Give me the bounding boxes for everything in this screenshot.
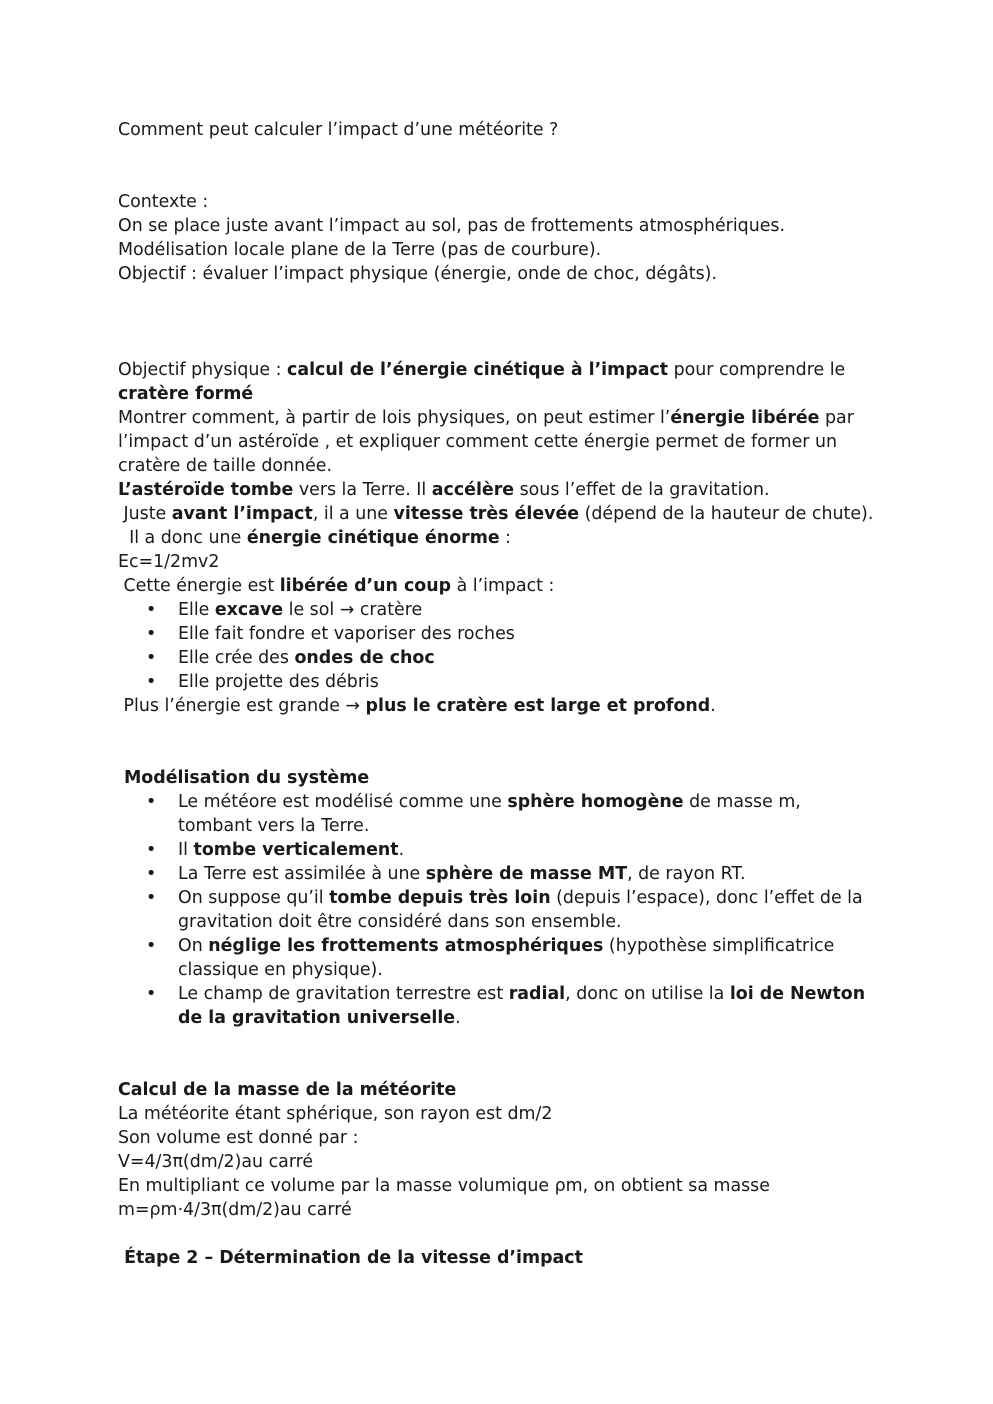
masse-line: Son volume est donné par : bbox=[118, 1128, 359, 1148]
list-item: • Le météore est modélisé comme une sphère homogène de masse m, tombant vers la Terre. bbox=[118, 790, 878, 838]
plus-energie-paragraph: Plus l’énergie est grande → plus le cratère est large et profond. bbox=[118, 696, 716, 716]
modelisation-list bbox=[118, 790, 878, 1030]
question-line: Comment peut calculer l’impact d’une météorite ? bbox=[118, 120, 559, 140]
energie-cinetique-paragraph: Il a donc une énergie cinétique énorme : bbox=[118, 528, 512, 548]
etape2-heading: Étape 2 – Détermination de la vitesse d’impact bbox=[118, 1248, 583, 1268]
list-item: • Elle projette des débris bbox=[118, 670, 878, 694]
masse-line: La météorite étant sphérique, son rayon est dm/2 bbox=[118, 1104, 553, 1124]
objectif-physique-paragraph: Objectif physique : calcul de l’énergie cinétique à l’impact pour comprendre le cratère formé bbox=[118, 360, 851, 404]
masse-line: En multipliant ce volume par la masse volumique ρm, on obtient sa masse bbox=[118, 1176, 770, 1196]
list-item: • Il tombe verticalement. bbox=[118, 838, 878, 862]
list-item: • Elle excave le sol → cratère bbox=[118, 598, 878, 622]
document-page bbox=[118, 118, 878, 1270]
formula-volume: V=4/3π(dm/2)au carré bbox=[118, 1152, 314, 1172]
masse-heading: Calcul de la masse de la météorite bbox=[118, 1080, 457, 1100]
energie-liberee-paragraph: Montrer comment, à partir de lois physiques, on peut estimer l’énergie libérée par l’impact d’un astéroïde , et expliquer comment cette énergie permet de former un cratère de taille donnée. bbox=[118, 408, 860, 476]
list-item: • On néglige les frottements atmosphériques (hypothèse simplificatrice classique en physique). bbox=[118, 934, 878, 982]
contexte-line: Objectif : évaluer l’impact physique (énergie, onde de choc, dégâts). bbox=[118, 264, 717, 284]
energie-liberee-coup-paragraph: Cette énergie est libérée d’un coup à l’impact : bbox=[118, 576, 555, 596]
formula-ec: Ec=1/2mv2 bbox=[118, 552, 220, 572]
list-item: • Elle fait fondre et vaporiser des roches bbox=[118, 622, 878, 646]
list-item: • Elle crée des ondes de choc bbox=[118, 646, 878, 670]
contexte-label: Contexte : bbox=[118, 192, 209, 212]
formula-masse: m=ρm⋅4/3π(dm/2)au carré bbox=[118, 1200, 352, 1220]
list-item: • Le champ de gravitation terrestre est radial, donc on utilise la loi de Newton de la gravitation universelle. bbox=[118, 982, 878, 1030]
contexte-line: Modélisation locale plane de la Terre (pas de courbure). bbox=[118, 240, 602, 260]
list-item: • On suppose qu’il tombe depuis très loin (depuis l’espace), donc l’effet de la gravitation doit être considéré dans son ensemble. bbox=[118, 886, 878, 934]
asteroide-tombe-paragraph: L’astéroïde tombe vers la Terre. Il accélère sous l’effet de la gravitation. bbox=[118, 480, 770, 500]
list-item: • La Terre est assimilée à une sphère de masse MT, de rayon RT. bbox=[118, 862, 878, 886]
impact-effects-list bbox=[118, 598, 878, 694]
avant-impact-paragraph: Juste avant l’impact, il a une vitesse très élevée (dépend de la hauteur de chute). bbox=[118, 504, 874, 524]
modelisation-heading: Modélisation du système bbox=[124, 768, 370, 788]
contexte-line: On se place juste avant l’impact au sol, pas de frottements atmosphériques. bbox=[118, 216, 786, 236]
